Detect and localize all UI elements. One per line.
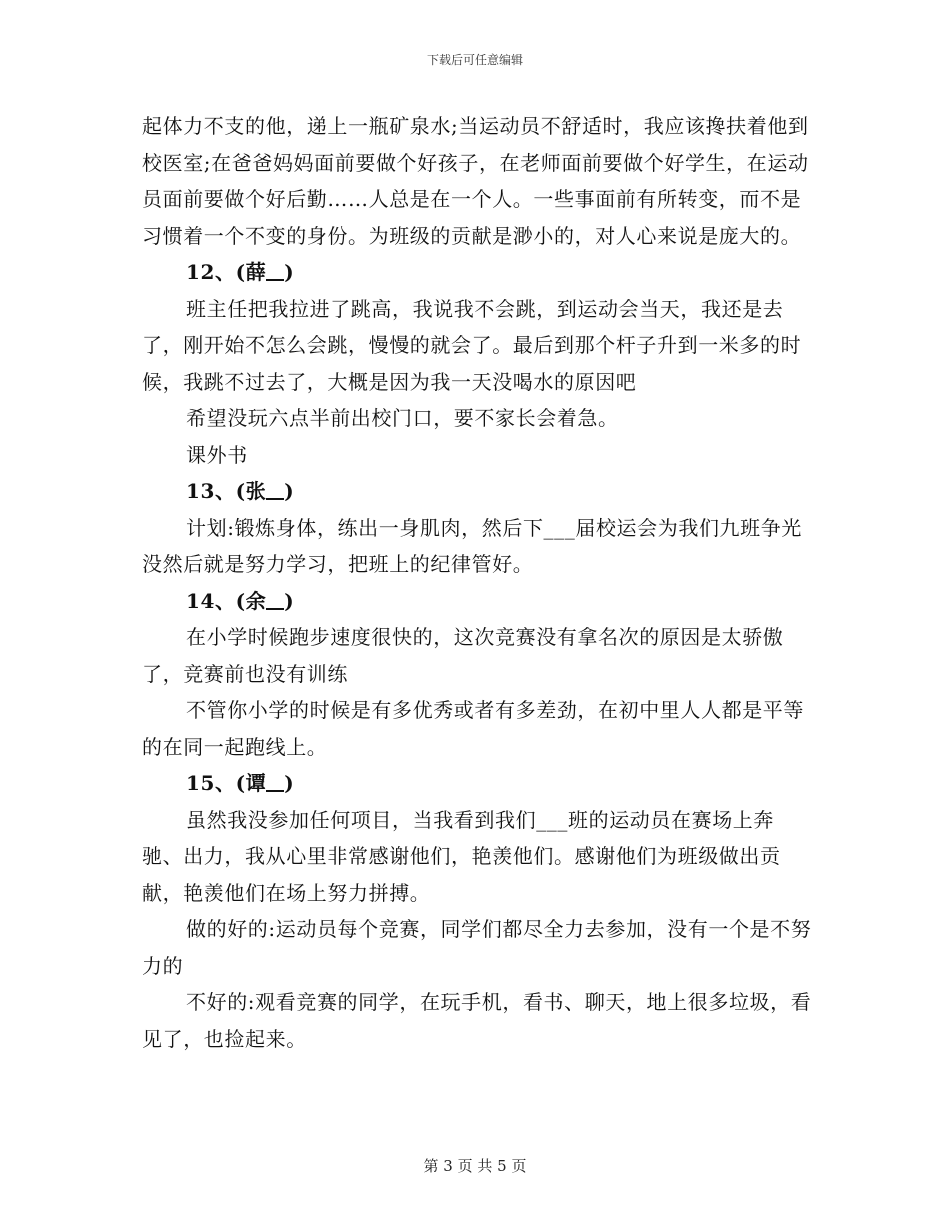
section-heading-15 <box>142 765 812 802</box>
paragraph-14a: 在小学时候跑步速度很快的，这次竞赛没有拿名次的原因是太骄傲了，竞赛前也没有训练 <box>142 625 784 686</box>
paragraph-15a: 虽然我没参加任何项目，当我看到我们___班的运动员在赛场上奔驰、出力，我从心里非常感谢他们，艳羡他们。感谢他们为班级做出贡献，艳羡他们在场上努力拼搏。 <box>142 807 781 905</box>
section-heading-13-suffix: ) <box>284 479 295 503</box>
paragraph-15c: 不好的:观看竞赛的同学，在玩手机，看书、聊天，地上很多垃圾，看见了，也捡起来。 <box>142 990 812 1051</box>
name-blank <box>266 588 284 610</box>
paragraph-continuation: 起体力不支的他，递上一瓶矿泉水;当运动员不舒适时，我应该搀扶着他到校医室;在爸爸妈妈面前要做个好孩子，在老师面前要做个好学生，在运动员面前要做个好后勤……人总是在一个人。一些事面前有所转变，而不是习惯着一个不变的身份。为班级的贡献是渺小的，对人心来说是庞大的。 <box>142 114 809 248</box>
name-blank <box>266 770 284 792</box>
paragraph-12c: 课外书 <box>186 442 248 467</box>
section-heading-12-suffix: ) <box>284 260 295 284</box>
section-heading-12-prefix: 12、(薛 <box>186 260 267 284</box>
page-footer: 第 3 页 共 5 页 <box>423 1157 527 1175</box>
section-heading-15-suffix: ) <box>284 771 295 795</box>
name-blank <box>266 478 284 500</box>
paragraph-12b: 希望没玩六点半前出校门口，要不家长会着急。 <box>186 406 619 430</box>
section-heading-13 <box>142 473 812 510</box>
paragraph-12a: 班主任把我拉进了跳高，我说我不会跳，到运动会当天，我还是去了，刚开始不怎么会跳，慢慢的就会了。最后到那个杆子升到一米多的时候，我跳不过去了，大概是因为我一天没喝水的原因吧 <box>142 296 802 394</box>
section-heading-12 <box>142 254 812 291</box>
page-header: 下载后可任意编辑 <box>426 53 523 67</box>
section-heading-15-prefix: 15、(谭 <box>186 771 267 795</box>
section-heading-14-suffix: ) <box>284 588 295 613</box>
paragraph-14b: 不管你小学的时候是有多优秀或者有多差劲，在初中里人人都是平等的在同一起跑线上。 <box>142 698 804 759</box>
section-heading-13-prefix: 13、(张 <box>186 479 267 503</box>
paragraph-13a: 计划:锻炼身体，练出一身肌肉，然后下___届校运会为我们九班争光没然后就是努力学习，把班上的纪律管好。 <box>142 515 802 576</box>
paragraph-15b: 做的好的:运动员每个竞赛，同学们都尽全力去参加，没有一个是不努力的 <box>142 917 812 978</box>
name-blank <box>266 259 284 281</box>
section-heading-14 <box>142 583 812 620</box>
document-body <box>142 108 812 1057</box>
section-heading-14-prefix: 14、(余 <box>186 588 267 613</box>
